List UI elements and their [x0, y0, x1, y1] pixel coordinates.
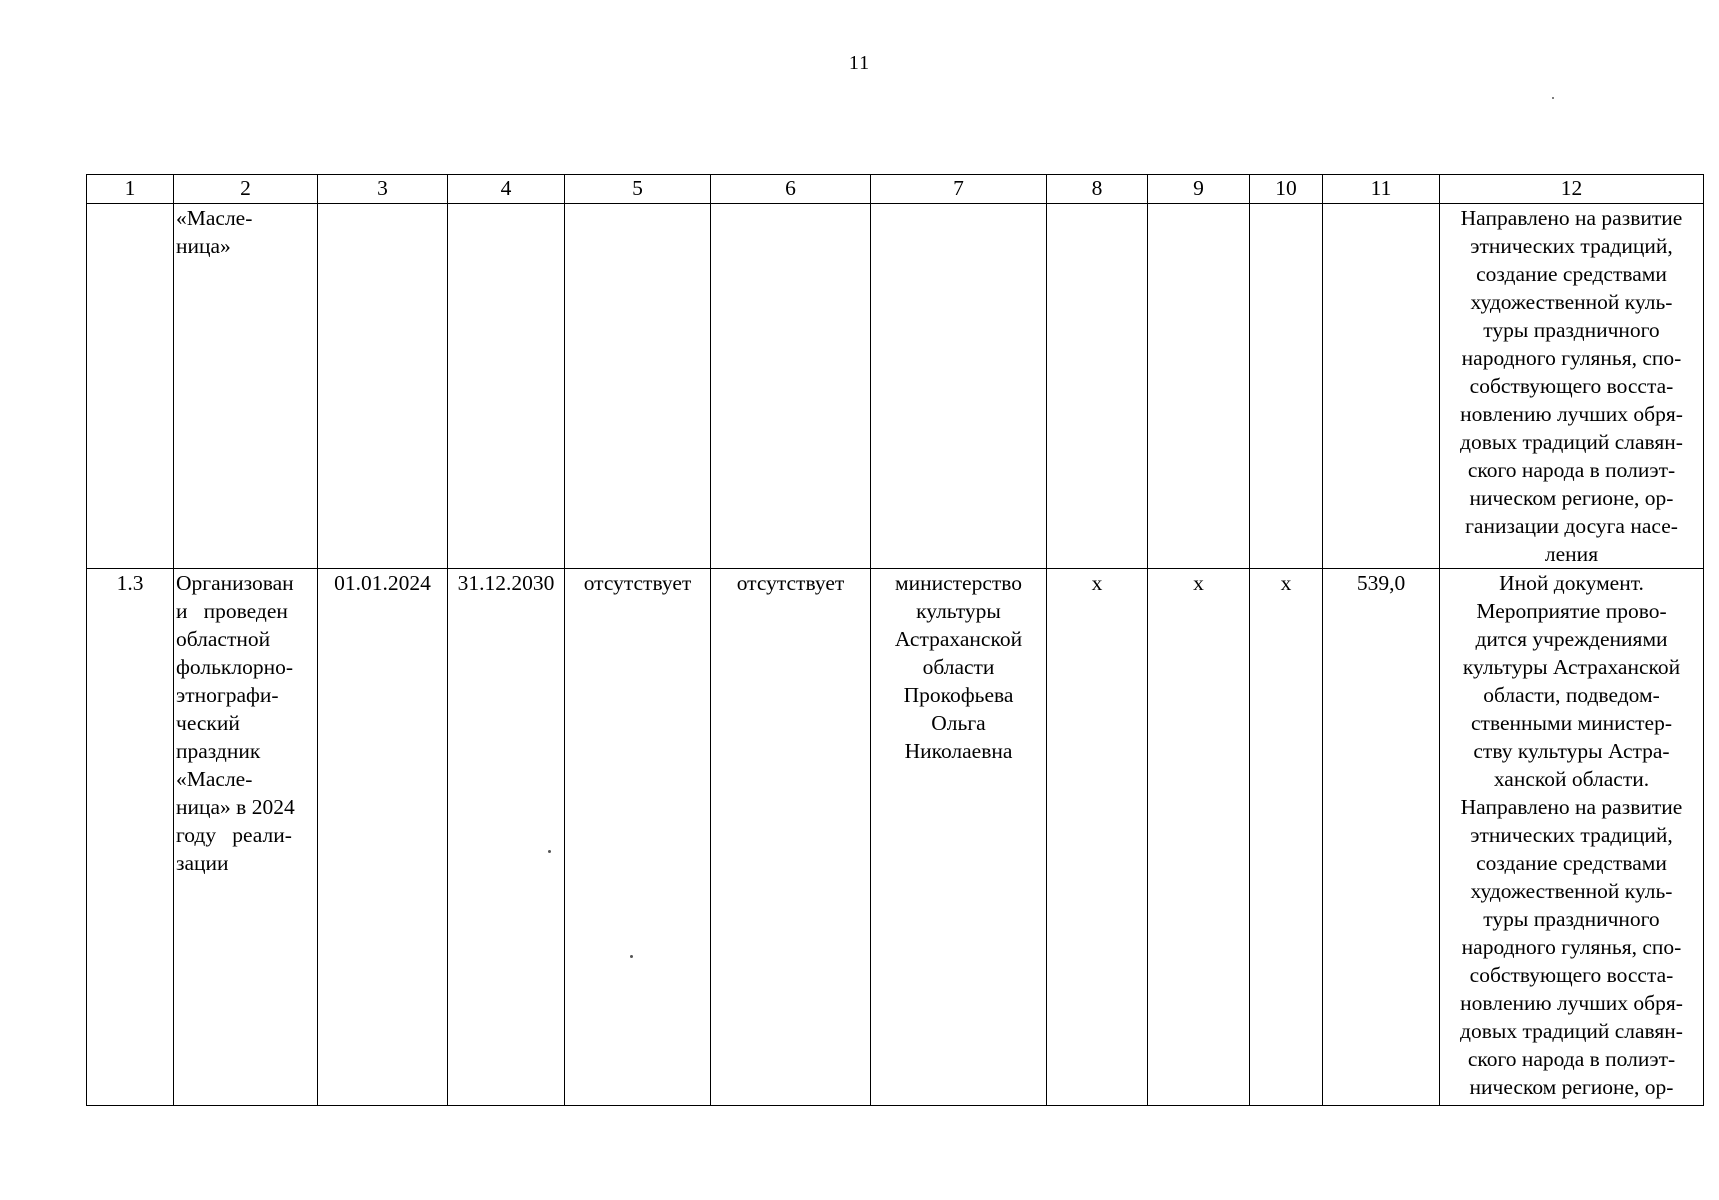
column-number-header: 4: [448, 175, 565, 204]
table-row: [87, 569, 1704, 1106]
cell-end-date: 31.12.2030: [448, 569, 565, 1106]
cell-col10: х: [1250, 569, 1323, 1106]
cell-amount: [1323, 204, 1440, 569]
cell-start-date: 01.01.2024: [318, 569, 448, 1106]
cell-col6: отсутствует: [711, 569, 871, 1106]
cell-event-name: «Масле- ница»: [174, 204, 318, 569]
cell-start-date: [318, 204, 448, 569]
cell-col9: [1148, 204, 1250, 569]
cell-col5: отсутствует: [565, 569, 711, 1106]
cell-amount: 539,0: [1323, 569, 1440, 1106]
scan-speck: [1552, 97, 1554, 99]
cell-end-date: [448, 204, 565, 569]
column-number-header: 8: [1047, 175, 1148, 204]
cell-col8: [1047, 204, 1148, 569]
cell-responsible: [871, 204, 1047, 569]
column-number-header: 11: [1323, 175, 1440, 204]
cell-description: Направлено на развитие этнических традиций, создание средствами художественной куль- туры праздничного народного гулянья, спо- собствующего восста- новлению лучших обря- довых традиций славян- ского народа в полиэт- ническом регионе, ор- ганизации досуга насе- ления: [1440, 204, 1704, 569]
cell-event-name: Организован и проведен областной фольклорно- этнографи- ческий праздник «Масле- ница» в 2024 году реали- зации: [174, 569, 318, 1106]
column-number-header: 9: [1148, 175, 1250, 204]
cell-col10: [1250, 204, 1323, 569]
cell-col9: х: [1148, 569, 1250, 1106]
scan-speck: [548, 850, 551, 853]
column-number-header: 3: [318, 175, 448, 204]
column-number-header: 12: [1440, 175, 1704, 204]
cell-number: [87, 204, 174, 569]
cell-col8: х: [1047, 569, 1148, 1106]
column-number-header: 6: [711, 175, 871, 204]
column-number-header: 2: [174, 175, 318, 204]
cell-number: 1.3: [87, 569, 174, 1106]
column-number-header: 1: [87, 175, 174, 204]
cell-col6: [711, 204, 871, 569]
column-number-header: 7: [871, 175, 1047, 204]
cell-description: Иной документ. Мероприятие прово- дится учреждениями культуры Астраханской области, подведом- ственными министер- ству культуры Астра- ханской области. Направлено на развитие этнических традиций, создание средствами художественной куль- туры праздничного народного гулянья, спо- собствующего восста- новлению лучших обря- довых традиций славян- ского народа в полиэт- ническом регионе, ор-: [1440, 569, 1704, 1106]
document-table: [86, 174, 1704, 1106]
page-number: 11: [848, 52, 871, 74]
scan-speck: [630, 955, 633, 958]
column-number-header: 5: [565, 175, 711, 204]
table-row: [87, 204, 1704, 569]
column-number-header: 10: [1250, 175, 1323, 204]
cell-col5: [565, 204, 711, 569]
table-header-row: [87, 175, 1704, 204]
cell-responsible: министерство культуры Астраханской области Прокофьева Ольга Николаевна: [871, 569, 1047, 1106]
